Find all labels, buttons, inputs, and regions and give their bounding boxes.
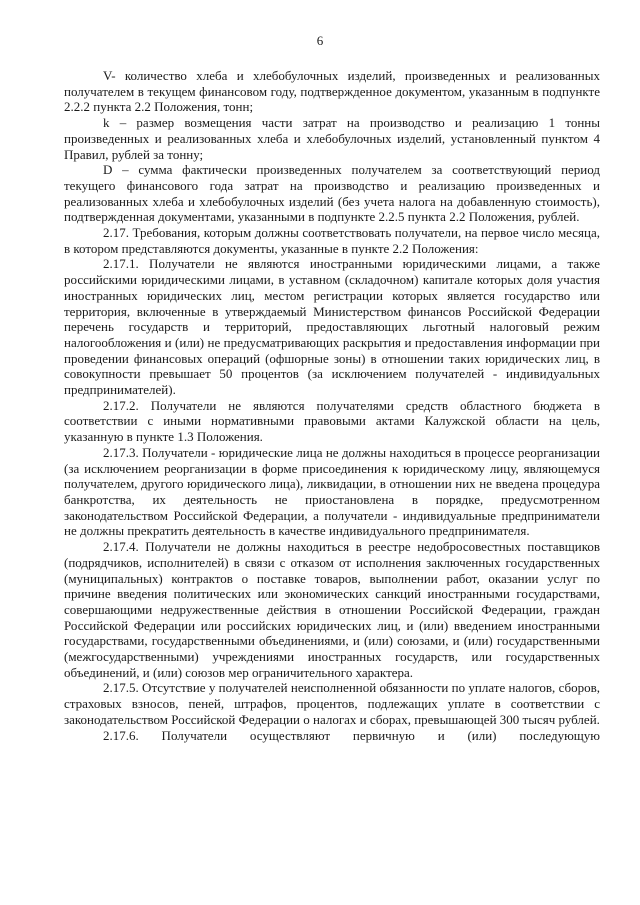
paragraph-2-17-4: 2.17.4. Получатели не должны находиться в реестре недобросовестных поставщиков (подрядчиков, исполнителей) в связи с отказом от исполнения заключенных государственных (муниципальных) контрактов о поставке товаров, выполнении работ, оказании услуг по причине введения политических или экономических санкций иностранными государствами, совершающими недружественные действия в отношении Российской Федерации, граждан Российской Федерации или российских юридических лиц, и (или) введением иностранными государствами, государственными объединениями, и (или) союзами, и (или) государственными (межгосударственными) учреждениями иностранных государств, или государственных объединений, и (или) союзов мер ограничительного характера. xyxy=(64,539,600,680)
paragraph-d-definition: D – сумма фактически произведенных получателем за соответствующий период текущего финансового года затрат на производство и реализацию произведенных и реализованных хлеба и хлебобулочных изделий (без учета налога на добавленную стоимость), подтвержденная документами, указанными в подпункте 2.2.5 пункта 2.2 Положения, рублей. xyxy=(64,162,600,225)
document-body xyxy=(64,68,600,743)
paragraph-2-17: 2.17. Требования, которым должны соответствовать получатели, на первое число месяца, в котором представляются документы, указанные в пункте 2.2 Положения: xyxy=(64,225,600,256)
paragraph-k-definition: k – размер возмещения части затрат на производство и реализацию 1 тонны произведенных и реализованных хлеба и хлебобулочных изделий, установленный пунктом 4 Правил, рублей за тонну; xyxy=(64,115,600,162)
paragraph-2-17-1: 2.17.1. Получатели не являются иностранными юридическими лицами, а также российскими юридическими лицами, в уставном (складочном) капитале которых доля участия иностранных юридических лиц, местом регистрации которых является государство или территория, включенные в утверждаемый Министерством финансов Российской Федерации перечень государств и территорий, предоставляющих льготный налоговый режим налогообложения и (или) не предусматривающих раскрытия и предоставления информации при проведении финансовых операций (офшорные зоны) в отношении таких юридических лиц, в совокупности превышает 50 процентов (за исключением получателей - индивидуальных предпринимателей). xyxy=(64,256,600,398)
paragraph-2-17-5: 2.17.5. Отсутствие у получателей неисполненной обязанности по уплате налогов, сборов, страховых взносов, пеней, штрафов, процентов, подлежащих уплате в соответствии с законодательством Российской Федерации о налогах и сборах, превышающей 300 тысяч рублей. xyxy=(64,680,600,727)
paragraph-v-definition: V- количество хлеба и хлебобулочных изделий, произведенных и реализованных получателем в текущем финансовом году, подтвержденное документом, указанным в подпункте 2.2.2 пункта 2.2 Положения, тонн; xyxy=(64,68,600,115)
page-number: 6 xyxy=(316,33,324,48)
paragraph-2-17-2: 2.17.2. Получатели не являются получателями средств областного бюджета в соответствии с иными нормативными правовыми актами Калужской области на цель, указанную в пункте 1.3 Положения. xyxy=(64,397,600,445)
paragraph-2-17-6: 2.17.6. Получатели осуществляют первичную и (или) последующую xyxy=(103,727,600,743)
paragraph-2-17-3: 2.17.3. Получатели - юридические лица не должны находиться в процессе реорганизации (за исключением реорганизации в форме присоединения к юридическому лицу, являющемуся получателем, другого юридического лица), ликвидации, в отношении них не введена процедура банкротства, их деятельность не приостановлена в порядке, предусмотренном законодательством Российской Федерации, а получатели - индивидуальные предприниматели не должны прекратить деятельность в качестве индивидуального предпринимателя. xyxy=(64,444,600,539)
